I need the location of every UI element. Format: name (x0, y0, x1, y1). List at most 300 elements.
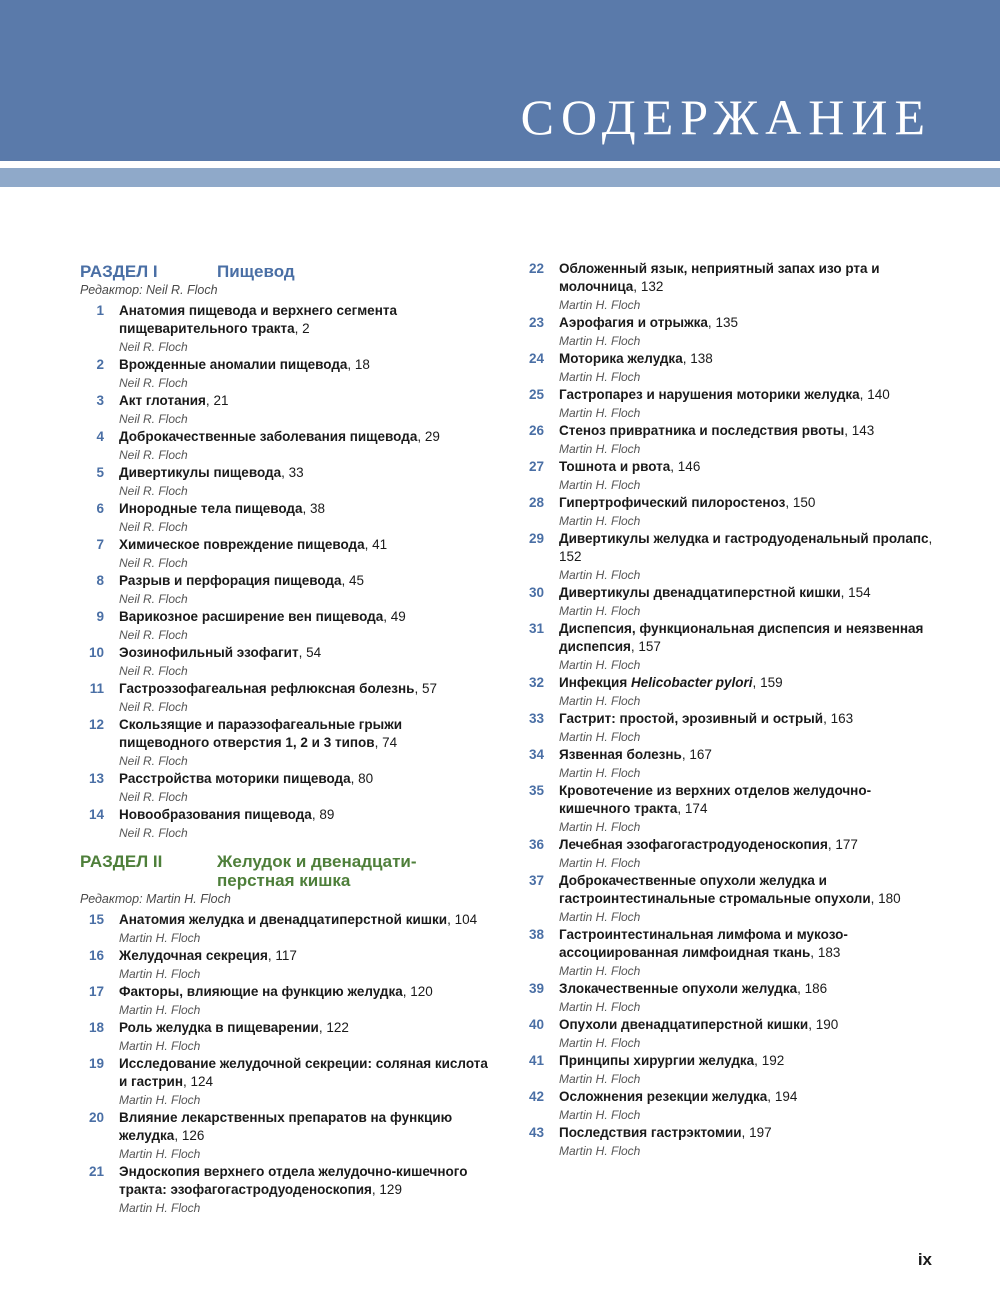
chapter-title-line (119, 1109, 490, 1145)
chapter-title: Моторика желудка (559, 351, 683, 366)
page-ref-value: 174 (684, 801, 708, 816)
chapter-title-line (559, 260, 940, 296)
chapter-author: Martin H. Floch (559, 766, 641, 780)
chapter-number: 9 (96, 609, 104, 624)
chapter-title-line (559, 836, 940, 854)
chapter-number: 5 (96, 465, 104, 480)
toc-entry[interactable] (80, 536, 490, 572)
chapter-number: 10 (88, 645, 104, 660)
chapter-number: 35 (528, 783, 544, 798)
chapter-title-line (119, 428, 490, 446)
chapter-title: Гастрит: простой, эрозивный и острый (559, 711, 824, 726)
page-ref: , 140 (859, 387, 890, 402)
toc-entry[interactable] (520, 494, 940, 530)
toc-entry[interactable] (80, 983, 490, 1019)
chapter-title: Диспепсия, функциональная диспепсия и неязвенная диспепсия (559, 621, 924, 654)
chapter-number: 18 (88, 1020, 104, 1035)
chapter-author: Neil R. Floch (119, 520, 188, 534)
toc-entry[interactable] (520, 1088, 940, 1124)
chapter-title: Акт глотания (119, 393, 206, 408)
chapter-title: Разрыв и перфорация пищевода (119, 573, 342, 588)
page-ref: , 74 (374, 735, 398, 750)
page-ref-value: 143 (851, 423, 875, 438)
page-ref-value: 190 (815, 1017, 839, 1032)
toc-entry[interactable] (80, 1163, 490, 1217)
page-ref-value: 192 (761, 1053, 785, 1068)
toc-entry[interactable] (520, 980, 940, 1016)
chapter-number: 39 (528, 981, 544, 996)
chapter-title: Злокачественные опухоли желудка (559, 981, 798, 996)
chapter-author: Neil R. Floch (119, 754, 188, 768)
toc-entry[interactable] (80, 428, 490, 464)
chapter-number: 33 (528, 711, 544, 726)
chapter-title-line (119, 644, 490, 662)
toc-entry[interactable] (80, 806, 490, 842)
chapter-title: Инородные тела пищевода (119, 501, 303, 516)
page-ref: , 21 (205, 393, 229, 408)
chapter-number: 25 (528, 387, 544, 402)
section-label: РАЗДЕЛ II (80, 852, 163, 871)
page-ref-value: 80 (358, 771, 374, 786)
toc-entry[interactable] (520, 1016, 940, 1052)
chapter-title: Влияние лекарственных препаратов на функцию желудка (119, 1110, 453, 1143)
toc-entry[interactable] (80, 500, 490, 536)
chapter-title: Анатомия пищевода и верхнего сегмента пищеварительного тракта (119, 303, 397, 336)
page-ref: , 186 (797, 981, 828, 996)
chapter-number: 17 (88, 984, 104, 999)
chapter-author: Neil R. Floch (119, 556, 188, 570)
toc-entry[interactable] (520, 422, 940, 458)
chapter-number: 13 (88, 771, 104, 786)
page-ref: , 174 (677, 801, 708, 816)
page-ref: , 57 (414, 681, 438, 696)
toc-entry[interactable] (520, 584, 940, 620)
page-ref-value: 180 (878, 891, 901, 906)
chapter-title: Дивертикулы пищевода (119, 465, 282, 480)
chapter-title-line (559, 314, 940, 332)
chapter-title-line (559, 746, 940, 764)
chapter-author: Martin H. Floch (119, 1147, 201, 1161)
page-ref: , 80 (350, 771, 374, 786)
page-ref: , 126 (174, 1128, 205, 1143)
chapter-title-line (119, 302, 490, 338)
toc-entry[interactable] (80, 464, 490, 500)
chapter-title: Анатомия желудка и двенадцатиперстной кишки (119, 912, 448, 927)
chapter-number: 27 (528, 459, 544, 474)
header-banner (0, 0, 1000, 161)
page-ref: , 154 (840, 585, 871, 600)
chapter-title: Эндоскопия верхнего отдела желудочно-кишечного тракта: эзофагогастродуоденоскопия (119, 1164, 468, 1197)
toc-entry[interactable] (80, 608, 490, 644)
toc-entry[interactable] (520, 314, 940, 350)
chapter-author: Martin H. Floch (559, 370, 641, 384)
page-ref-value: 29 (424, 429, 440, 444)
page-ref: , 45 (341, 573, 365, 588)
chapter-title: Аэрофагия и отрыжка (559, 315, 708, 330)
chapter-author: Martin H. Floch (119, 931, 201, 945)
chapter-title: Язвенная болезнь (559, 747, 682, 762)
page-ref: , 129 (371, 1182, 402, 1197)
chapter-author: Martin H. Floch (119, 1201, 201, 1215)
chapter-number: 26 (528, 423, 544, 438)
page-ref: , 18 (347, 357, 370, 372)
chapter-title: Стеноз привратника и последствия рвоты (559, 423, 845, 438)
page-ref-value: 89 (319, 807, 335, 822)
page-ref: , 146 (670, 459, 701, 474)
page-ref-value: 197 (749, 1125, 772, 1140)
chapter-title-line (119, 806, 490, 824)
section-2-heading (80, 852, 490, 890)
toc-entry[interactable] (80, 392, 490, 428)
chapter-title: Инфекция (559, 675, 628, 690)
page-ref: , 180 (870, 891, 901, 906)
page-ref: , 192 (754, 1053, 785, 1068)
page-ref-value: 54 (306, 645, 322, 660)
page-ref-value: 124 (190, 1074, 214, 1089)
chapter-title-line (119, 680, 490, 698)
chapter-title-line (119, 1163, 490, 1199)
page-ref-value: 194 (774, 1089, 798, 1104)
chapter-title: Дивертикулы двенадцатиперстной кишки (559, 585, 841, 600)
page-ref: , 197 (741, 1125, 772, 1140)
page-ref-value: 126 (181, 1128, 205, 1143)
chapter-author: Martin H. Floch (559, 334, 641, 348)
chapter-number: 24 (528, 351, 544, 366)
chapter-author: Neil R. Floch (119, 376, 188, 390)
page-ref: , 38 (302, 501, 326, 516)
chapter-title-line (119, 983, 490, 1001)
toc-entry[interactable] (520, 1124, 940, 1160)
toc-entry[interactable] (80, 770, 490, 806)
chapter-title: Расстройства моторики пищевода (119, 771, 351, 786)
page-ref-value: 140 (867, 387, 890, 402)
section-1-heading (80, 262, 490, 281)
page-ref: , 2 (294, 321, 310, 336)
page-ref: , 177 (827, 837, 858, 852)
chapter-author: Martin H. Floch (559, 964, 641, 978)
toc-entry[interactable] (80, 911, 490, 947)
chapter-number: 43 (528, 1125, 544, 1140)
chapter-title-line (119, 608, 490, 626)
toc-entry[interactable] (80, 302, 490, 356)
chapter-title: Опухоли двенадцатиперстной кишки (559, 1017, 809, 1032)
chapter-number: 20 (88, 1110, 104, 1125)
toc-entry[interactable] (80, 644, 490, 680)
chapter-number: 12 (88, 717, 104, 732)
toc-entry[interactable] (80, 356, 490, 392)
page-ref-value: 104 (454, 912, 478, 927)
toc-entry[interactable] (520, 620, 940, 674)
chapter-title: Обложенный язык, неприятный запах изо рта и молочница (559, 261, 880, 294)
chapter-author: Martin H. Floch (559, 1144, 641, 1158)
page-ref-value: 18 (354, 357, 370, 372)
page-ref: , 33 (281, 465, 304, 480)
chapter-author: Martin H. Floch (559, 298, 641, 312)
page-title: СОДЕРЖАНИЕ (520, 89, 932, 145)
chapter-title: Кровотечение из верхних отделов желудочно-кишечного тракта (559, 783, 872, 816)
toc-entry[interactable] (80, 947, 490, 983)
chapter-author: Martin H. Floch (119, 1039, 201, 1053)
page-ref-value: 21 (213, 393, 229, 408)
chapter-number: 3 (96, 393, 104, 408)
chapter-author: Martin H. Floch (559, 514, 641, 528)
section-title: Желудок и двенадцати- перстная кишка (217, 852, 417, 890)
chapter-number: 4 (96, 429, 104, 444)
chapter-title-line (559, 1124, 940, 1142)
chapter-title-line (559, 422, 940, 440)
chapter-author: Martin H. Floch (559, 1036, 641, 1050)
page-ref-value: 57 (422, 681, 438, 696)
chapter-title: Доброкачественные заболевания пищевода (119, 429, 418, 444)
toc-entry[interactable] (520, 926, 940, 980)
page-ref: , 157 (630, 639, 661, 654)
chapter-author: Martin H. Floch (559, 1072, 641, 1086)
page-ref-value: 41 (372, 537, 388, 552)
chapter-title: Роль желудка в пищеварении (119, 1020, 319, 1035)
page-ref: , 132 (633, 279, 664, 294)
chapter-author: Martin H. Floch (559, 658, 641, 672)
chapter-author: Martin H. Floch (559, 478, 641, 492)
chapter-title-line (119, 500, 490, 518)
page-ref-value: 183 (817, 945, 841, 960)
toc-entry[interactable] (520, 1052, 940, 1088)
chapter-number: 36 (528, 837, 544, 852)
page-ref-value: 159 (760, 675, 783, 690)
chapter-title: Желудочная секреция (119, 948, 268, 963)
chapter-author: Martin H. Floch (559, 1000, 641, 1014)
chapter-author: Neil R. Floch (119, 790, 188, 804)
chapter-author: Martin H. Floch (559, 820, 641, 834)
chapter-title-line (559, 620, 940, 656)
chapter-author: Martin H. Floch (559, 568, 641, 582)
chapter-title-line (559, 782, 940, 818)
chapter-title-line (559, 1052, 940, 1070)
toc-entry[interactable] (520, 782, 940, 836)
page-ref: , 41 (364, 537, 388, 552)
section-editor: Редактор: Neil R. Floch (80, 283, 218, 297)
page-ref-value: 177 (835, 837, 858, 852)
chapter-number: 7 (96, 537, 104, 552)
chapter-title-line (559, 926, 940, 962)
chapter-title-line (119, 911, 490, 929)
toc-entry[interactable] (520, 386, 940, 422)
toc-column-left (80, 258, 490, 1217)
chapter-author: Martin H. Floch (559, 442, 641, 456)
chapter-number: 38 (528, 927, 544, 942)
chapter-number: 11 (89, 681, 104, 696)
toc-entry[interactable] (80, 1055, 490, 1109)
chapter-title-line (559, 350, 940, 368)
page-ref-value: 2 (302, 321, 310, 336)
chapter-author: Neil R. Floch (119, 412, 188, 426)
page-ref: , 104 (447, 912, 478, 927)
chapter-number: 30 (528, 585, 544, 600)
page-ref-value: 45 (349, 573, 365, 588)
page-ref-value: 186 (804, 981, 828, 996)
page-ref-value: 167 (689, 747, 712, 762)
page-ref: , 183 (810, 945, 841, 960)
chapter-title: Дивертикулы желудка и гастродуоденальный пролапс (559, 531, 929, 546)
toc-entry[interactable] (80, 1019, 490, 1055)
page-ref-value: 163 (830, 711, 854, 726)
chapter-title: Эозинофильный эзофагит (119, 645, 299, 660)
page-ref: , 124 (183, 1074, 214, 1089)
chapter-number: 37 (528, 873, 544, 888)
chapter-title-line (559, 458, 940, 476)
chapter-number: 15 (88, 912, 104, 927)
page-ref: , 159 (752, 675, 783, 690)
chapter-title-line (119, 770, 490, 788)
page-ref-value: 135 (715, 315, 738, 330)
chapter-author: Martin H. Floch (559, 604, 641, 618)
page-ref: , 135 (707, 315, 738, 330)
chapter-author: Martin H. Floch (559, 730, 641, 744)
toc-entry[interactable] (520, 872, 940, 926)
chapter-author: Neil R. Floch (119, 628, 188, 642)
chapter-number: 34 (528, 747, 544, 762)
chapter-title-line (559, 872, 940, 908)
page-ref: , 117 (267, 948, 297, 963)
chapter-number: 23 (528, 315, 544, 330)
chapter-title: Гастропарез и нарушения моторики желудка (559, 387, 860, 402)
toc-entry[interactable] (520, 530, 940, 584)
chapter-title-line (559, 584, 940, 602)
page-ref-value: 157 (638, 639, 661, 654)
page-ref: , 29 (417, 429, 440, 444)
chapter-title: Последствия гастрэктомии (559, 1125, 742, 1140)
chapter-author: Martin H. Floch (559, 1108, 641, 1122)
page-ref: , 190 (808, 1017, 839, 1032)
chapter-title-line (119, 1055, 490, 1091)
chapter-number: 42 (528, 1089, 544, 1104)
chapter-title: Скользящие и параэзофагеальные грыжи пищеводного отверстия 1, 2 и 3 типов (119, 717, 403, 750)
toc-entry[interactable] (520, 710, 940, 746)
page-ref: , 49 (383, 609, 406, 624)
chapter-title: Тошнота и рвота (559, 459, 671, 474)
toc-entry[interactable] (80, 680, 490, 716)
chapter-author: Neil R. Floch (119, 592, 188, 606)
page-ref-value: 120 (410, 984, 433, 999)
chapter-title: Врожденные аномалии пищевода (119, 357, 348, 372)
chapter-author: Martin H. Floch (559, 694, 641, 708)
chapter-author: Martin H. Floch (559, 856, 641, 870)
chapter-number: 14 (88, 807, 104, 822)
toc-entry[interactable] (80, 716, 490, 770)
chapter-title-line (119, 392, 490, 410)
section-title: Пищевод (217, 262, 295, 281)
chapter-number: 29 (528, 531, 544, 546)
chapter-number: 16 (88, 948, 104, 963)
chapter-author: Neil R. Floch (119, 340, 188, 354)
page-ref: , 194 (767, 1089, 798, 1104)
chapter-title: Новообразования пищевода (119, 807, 312, 822)
chapter-author: Neil R. Floch (119, 700, 188, 714)
chapter-number: 1 (96, 303, 104, 318)
chapter-number: 41 (528, 1053, 544, 1068)
section-label: РАЗДЕЛ I (80, 262, 158, 281)
chapter-author: Neil R. Floch (119, 484, 188, 498)
chapter-number: 40 (528, 1017, 544, 1032)
chapter-title-line (119, 356, 490, 374)
chapter-title: Доброкачественные опухоли желудка и гастроинтестинальные стромальные опухоли (559, 873, 871, 906)
chapter-title: Лечебная эзофагогастродуоденоскопия (559, 837, 828, 852)
chapter-title-line (119, 947, 490, 965)
chapter-author: Martin H. Floch (119, 967, 201, 981)
chapter-title: Осложнения резекции желудка (559, 1089, 768, 1104)
toc-entry[interactable] (520, 350, 940, 386)
toc-entry[interactable] (520, 746, 940, 782)
toc-entry[interactable] (80, 572, 490, 608)
chapter-number: 6 (96, 501, 104, 516)
chapter-author: Neil R. Floch (119, 448, 188, 462)
chapter-title-line (119, 716, 490, 752)
page-ref-value: 38 (310, 501, 326, 516)
chapter-author: Martin H. Floch (559, 910, 641, 924)
chapter-title-line (559, 494, 940, 512)
chapter-title-line (559, 980, 940, 998)
page-ref: , 54 (298, 645, 322, 660)
page-ref-value: 49 (390, 609, 406, 624)
chapter-title-line (119, 464, 490, 482)
toc-entry[interactable] (520, 260, 940, 314)
section-editor: Редактор: Martin H. Floch (80, 892, 231, 906)
chapter-title-italic: Helicobacter pylori (631, 675, 753, 690)
chapter-title: Гастроэзофагеальная рефлюксная болезнь (119, 681, 415, 696)
chapter-author: Neil R. Floch (119, 826, 188, 840)
header-divider (0, 161, 1000, 168)
page-ref-value: 33 (288, 465, 304, 480)
chapter-number: 22 (528, 261, 544, 276)
page-ref-value: 74 (382, 735, 398, 750)
header-stripe (0, 168, 1000, 187)
page-ref: , 143 (844, 423, 875, 438)
chapter-title-line (119, 1019, 490, 1037)
page-ref-value: 122 (326, 1020, 349, 1035)
chapter-author: Martin H. Floch (119, 1003, 201, 1017)
chapter-title-line (119, 572, 490, 590)
chapter-title: Исследование желудочной секреции: соляная кислота и гастрин (119, 1056, 488, 1089)
page-ref: , 138 (682, 351, 713, 366)
chapter-number: 19 (88, 1056, 104, 1071)
toc-entry[interactable] (520, 674, 940, 710)
chapter-title: Факторы, влияющие на функцию желудка (119, 984, 403, 999)
page-ref-value: 146 (677, 459, 701, 474)
chapter-title-line (119, 536, 490, 554)
page-number: ix (917, 1250, 932, 1269)
chapter-author: Martin H. Floch (559, 406, 641, 420)
chapter-title: Гипертрофический пилоростеноз (559, 495, 786, 510)
page-ref: , 152 (559, 531, 933, 564)
page-ref: , 122 (318, 1020, 349, 1035)
page-ref-value: 152 (559, 549, 582, 564)
chapter-title: Принципы хирургии желудка (559, 1053, 755, 1068)
page-ref: , 120 (402, 984, 433, 999)
chapter-title: Химическое повреждение пищевода (119, 537, 365, 552)
chapter-author: Martin H. Floch (119, 1093, 201, 1107)
toc-entry[interactable] (520, 836, 940, 872)
page-ref: , 167 (681, 747, 712, 762)
chapter-title-line (559, 674, 940, 692)
page-ref: , 163 (823, 711, 854, 726)
chapter-number: 21 (88, 1164, 104, 1179)
page-ref-value: 117 (275, 948, 297, 963)
page-ref: , 150 (785, 495, 816, 510)
chapter-number: 8 (96, 573, 104, 588)
toc-entry[interactable] (520, 458, 940, 494)
page-ref-value: 138 (690, 351, 713, 366)
page-ref-value: 129 (379, 1182, 402, 1197)
toc-entry[interactable] (80, 1109, 490, 1163)
